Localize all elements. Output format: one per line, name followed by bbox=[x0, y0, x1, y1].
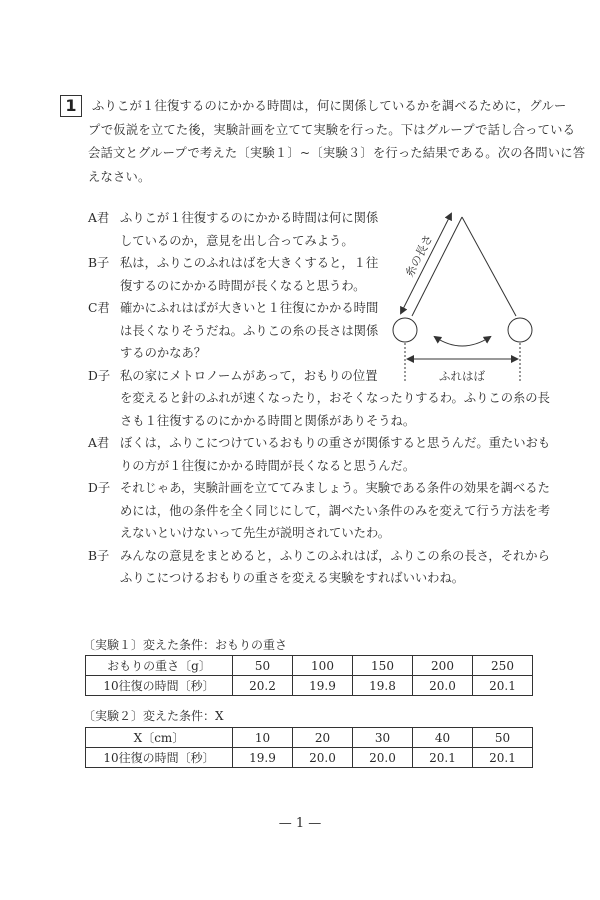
swing-arc-arrow bbox=[435, 337, 490, 346]
experiment-1-table bbox=[85, 655, 533, 696]
dialogue-line: するのかなあ？ bbox=[120, 346, 207, 360]
dialogue-line: を変えると針のふれが速くなったり，おそくなったりするわ。ふりこの糸の長 bbox=[120, 391, 550, 405]
table-cell: 30 bbox=[353, 728, 413, 748]
speaker-label: A君 bbox=[88, 436, 110, 450]
speaker-label: B子 bbox=[88, 256, 110, 270]
string-length-label: 糸の長さ bbox=[402, 232, 436, 280]
table-cell: 200 bbox=[413, 656, 473, 676]
dialogue-line: ぼくは，ふりこにつけているおもりの重さが関係すると思うんだ。重たいおも bbox=[120, 436, 551, 450]
pendulum-string-right bbox=[462, 217, 516, 316]
conversation-item bbox=[88, 477, 550, 545]
table-cell: 20.1 bbox=[413, 748, 473, 768]
table-cell: 20.1 bbox=[473, 748, 533, 768]
table-cell: 20.0 bbox=[353, 748, 413, 768]
table-cell: 20.0 bbox=[293, 748, 353, 768]
table-cell: 20.1 bbox=[473, 676, 533, 696]
table-cell: 19.9 bbox=[293, 676, 353, 696]
speaker-label: B子 bbox=[88, 548, 110, 563]
page-number: — 1 — bbox=[278, 816, 322, 831]
table-cell: 250 bbox=[473, 656, 533, 676]
intro-line: 会話文とグループで考えた〔実験１〕~〔実験３〕を行った結果である。次の各問いに答 bbox=[88, 146, 586, 160]
question-number-box: 1 bbox=[60, 95, 82, 117]
table-cell: 50 bbox=[473, 728, 533, 748]
table-row-header: 10往復の時間〔秒〕 bbox=[86, 676, 233, 696]
table-row bbox=[86, 656, 533, 676]
dialogue-line: ふりこが１往復するのにかかる時間は何に関係 bbox=[120, 211, 379, 225]
pendulum-bob-right bbox=[508, 318, 532, 342]
table-cell: 10 bbox=[233, 728, 293, 748]
table-cell: 150 bbox=[353, 656, 413, 676]
table-cell: 19.9 bbox=[233, 748, 293, 768]
intro-line: プで仮説を立てた後，実験計画を立てて実験を行った。下はグループで話し合っている bbox=[88, 122, 576, 137]
table-cell: 20.2 bbox=[233, 676, 293, 696]
table-cell: 100 bbox=[293, 656, 353, 676]
conversation-item bbox=[88, 545, 550, 590]
table-cell: 40 bbox=[413, 728, 473, 748]
question-intro bbox=[88, 95, 586, 189]
dialogue-line: 私は，ふりこのふれはばを大きくすると，１往 bbox=[120, 256, 379, 270]
speaker-label: C君 bbox=[88, 301, 110, 315]
speaker-label: A君 bbox=[88, 211, 110, 225]
dialogue-line: めには，他の条件を全く同じにして，調べたい条件のみを変えて行う方法を考 bbox=[120, 503, 551, 518]
dialogue-line: 復するのにかかる時間が長くなると思うわ。 bbox=[120, 278, 366, 293]
intro-line: ふりこが１往復するのにかかる時間は，何に関係しているかを調べるために，グルー bbox=[92, 99, 567, 113]
table-row bbox=[86, 728, 533, 748]
intro-line: えなさい。 bbox=[88, 169, 151, 184]
dialogue-line: えないといけないって先生が説明されていたわ。 bbox=[120, 526, 391, 540]
table-cell: 50 bbox=[233, 656, 293, 676]
dialogue-line: みんなの意見をまとめると，ふりこのふれはば，ふりこの糸の長さ，それから bbox=[120, 548, 550, 563]
amplitude-label: ふれはば bbox=[439, 369, 485, 383]
dialogue-line: 私の家にメトロノームがあって，おもりの位置 bbox=[120, 368, 378, 383]
dialogue-line: それじゃあ，実験計画を立ててみましょう。実験である条件の効果を調べるた bbox=[120, 481, 550, 495]
table-cell: 19.8 bbox=[353, 676, 413, 696]
speaker-label: D子 bbox=[88, 368, 111, 383]
experiment-2-table bbox=[85, 727, 533, 768]
dialogue-line: りの方が１往復にかかる時間が長くなると思うんだ。 bbox=[120, 458, 416, 473]
speaker-label: D子 bbox=[88, 481, 111, 495]
table-row-header: おもりの重さ〔g〕 bbox=[86, 656, 233, 676]
experiment-2-title: 〔実験２〕変えた条件：X bbox=[83, 709, 224, 723]
dialogue-line: しているのか，意見を出し合ってみよう。 bbox=[120, 233, 354, 248]
conversation-item bbox=[88, 432, 550, 477]
pendulum-diagram bbox=[380, 200, 550, 390]
table-row-header: 10往復の時間〔秒〕 bbox=[86, 748, 233, 768]
table-cell: 20.0 bbox=[413, 676, 473, 696]
dialogue-line: は長くなりそうだね。ふりこの糸の長さは関係 bbox=[120, 323, 379, 338]
dialogue-line: さも１往復するのにかかる時間と関係がありそうね。 bbox=[120, 413, 416, 428]
pendulum-bob-left bbox=[393, 318, 417, 342]
table-row bbox=[86, 676, 533, 696]
table-row-header: X〔cm〕 bbox=[86, 728, 233, 748]
dialogue-line: 確かにふれはばが大きいと１往復にかかる時間 bbox=[120, 301, 379, 315]
experiment-1-title: 〔実験１〕変えた条件：おもりの重さ bbox=[83, 638, 288, 652]
table-cell: 20 bbox=[293, 728, 353, 748]
dialogue-line: ふりこにつけるおもりの重さを変える実験をすればいいわね。 bbox=[120, 571, 465, 585]
table-row bbox=[86, 748, 533, 768]
